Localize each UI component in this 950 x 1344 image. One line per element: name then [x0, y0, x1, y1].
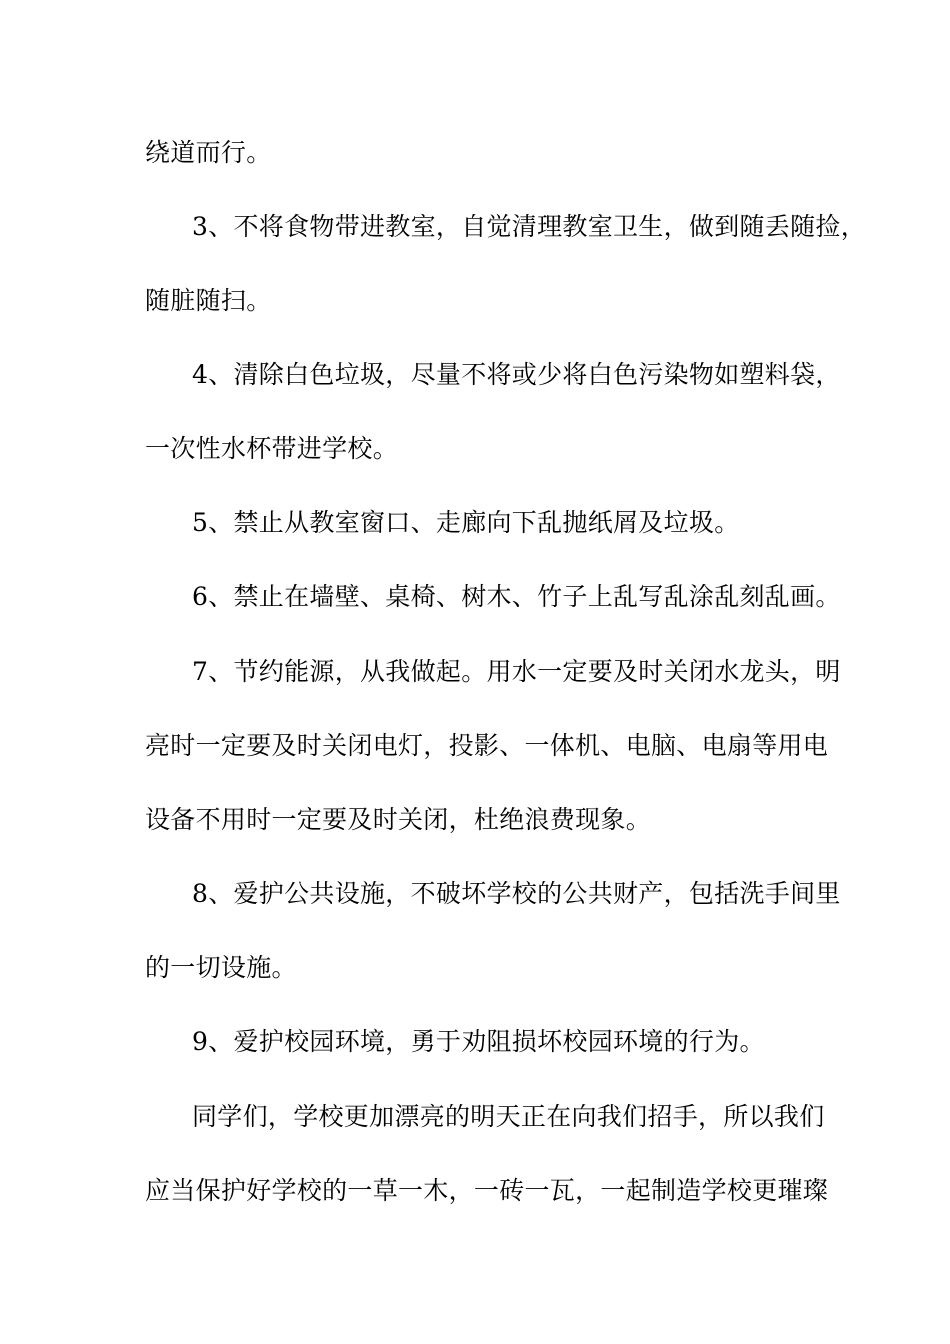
closing-paragraph: 同学们，学校更加漂亮的明天正在向我们招手，所以我们 [192, 1102, 825, 1131]
text-line: 一次性水杯带进学校。 [145, 434, 399, 463]
text-line: 绕道而行。 [145, 138, 272, 167]
text-line: 随脏随扫。 [145, 286, 272, 315]
rule-item-5: 5、禁止从教室窗口、走廊向下乱抛纸屑及垃圾。 [192, 508, 740, 537]
rule-item-4: 4、清除白色垃圾，尽量不将或少将白色污染物如塑料袋， [192, 360, 841, 389]
text-line: 设备不用时一定要及时关闭，杜绝浪费现象。 [145, 805, 652, 834]
rule-item-3: 3、不将食物带进教室，自觉清理教室卫生，做到随丢随捡， [192, 212, 867, 241]
text-line: 亮时一定要及时关闭电灯，投影、一体机、电脑、电扇等用电 [145, 731, 829, 760]
rule-item-7: 7、节约能源，从我做起。用水一定要及时关闭水龙头，明 [192, 657, 841, 686]
rule-item-8: 8、爱护公共设施，不破坏学校的公共财产，包括洗手间里 [192, 879, 841, 908]
rule-item-6: 6、禁止在墙壁、桌椅、树木、竹子上乱写乱涂乱刻乱画。 [192, 582, 841, 611]
text-line: 应当保护好学校的一草一木，一砖一瓦，一起制造学校更璀璨 [145, 1176, 829, 1205]
rule-item-9: 9、爱护校园环境，勇于劝阻损坏校园环境的行为。 [192, 1027, 765, 1056]
text-line: 的一切设施。 [145, 953, 297, 982]
